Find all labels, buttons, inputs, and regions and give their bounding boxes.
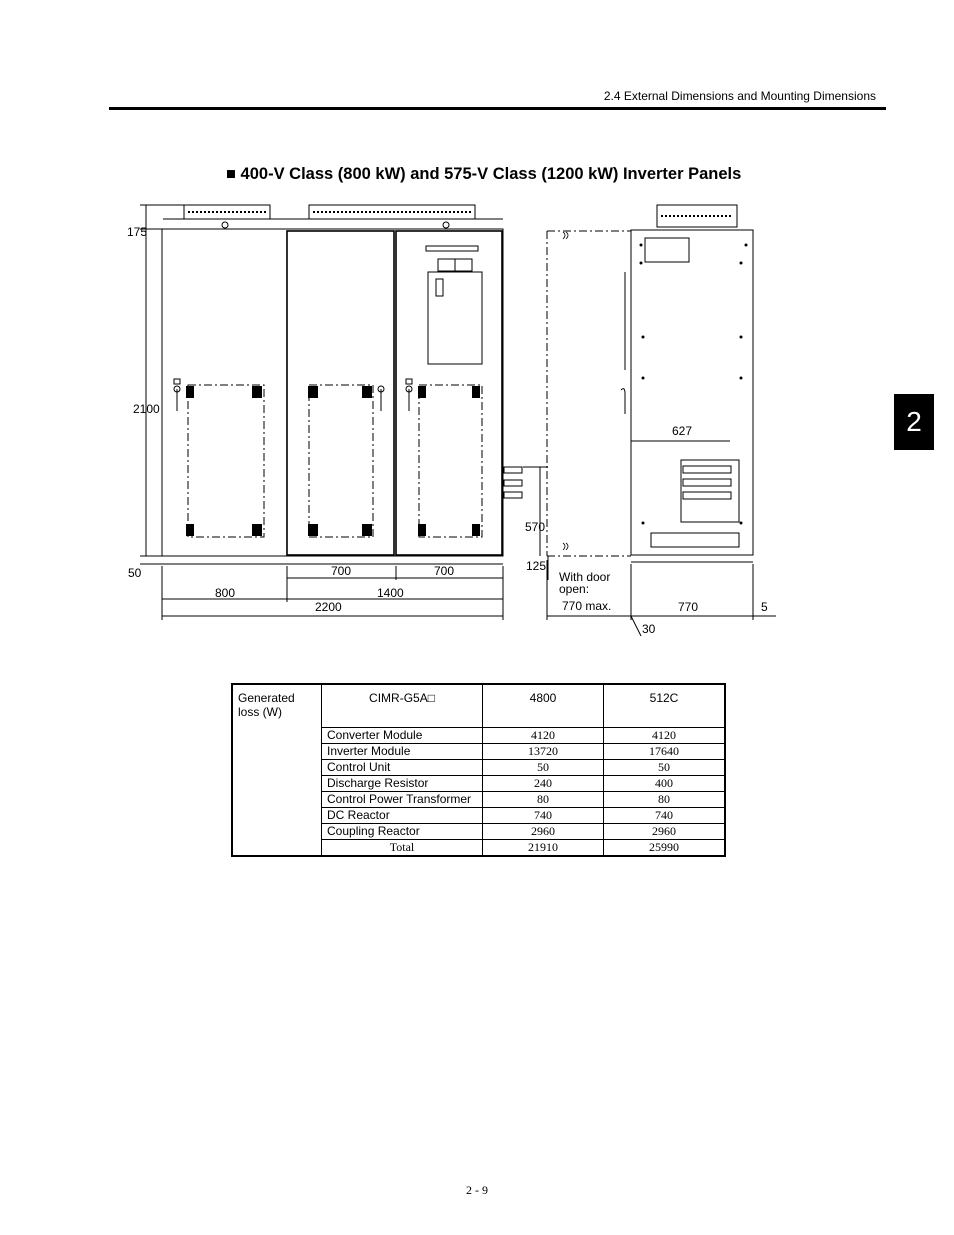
model-header: CIMR-G5A□ (322, 684, 483, 728)
dim-700-b: 700 (434, 564, 455, 578)
chapter-tab[interactable]: 2 (894, 394, 934, 450)
door-open-label-2: open: (559, 582, 590, 596)
front-cabinet (162, 229, 503, 556)
table-total-row: Total 21910 25990 (232, 840, 725, 857)
generated-loss-label: Generated loss (W) (232, 684, 322, 856)
dim-627: 627 (672, 424, 693, 438)
dim-30: 30 (642, 622, 656, 636)
dim-5: 5 (761, 600, 768, 614)
section-header: 2.4 External Dimensions and Mounting Dimensions (603, 89, 876, 103)
table-row: Inverter Module 13720 17640 (232, 744, 725, 760)
page-number: 2 - 9 (466, 1183, 488, 1197)
table-row: Converter Module 4120 4120 (232, 728, 725, 744)
dim-2100: 2100 (133, 402, 160, 416)
lifting-eye-right (443, 222, 449, 228)
dim-125: 125 (526, 559, 547, 573)
table-row: DC Reactor 740 740 (232, 808, 725, 824)
dim-570: 570 (525, 520, 546, 534)
terminal-block (681, 460, 739, 522)
table-row: Control Unit 50 50 (232, 760, 725, 776)
dim-50: 50 (128, 566, 142, 580)
door-handles (174, 379, 412, 411)
figure-title: ■ 400-V Class (800 kW) and 575-V Class (1200 kW) Inverter Panels (226, 165, 742, 183)
generated-loss-table (231, 683, 726, 857)
model-column-4800: 4800 (483, 684, 604, 728)
dim-2200: 2200 (315, 600, 342, 614)
dim-175: 175 (127, 225, 148, 239)
table-row: Coupling Reactor 2960 2960 (232, 824, 725, 840)
dim-1400: 1400 (377, 586, 404, 600)
model-column-512c: 512C (604, 684, 726, 728)
dim-770-max: 770 max. (562, 599, 612, 613)
door-open-label-1: With door (559, 570, 611, 584)
table-row: Discharge Resistor 240 400 (232, 776, 725, 792)
lifting-eye-left (222, 222, 228, 228)
dim-800: 800 (215, 586, 236, 600)
dim-770: 770 (678, 600, 699, 614)
side-cabinet (631, 230, 753, 555)
dim-700-a: 700 (331, 564, 352, 578)
table-row: Control Power Transformer 80 80 (232, 792, 725, 808)
